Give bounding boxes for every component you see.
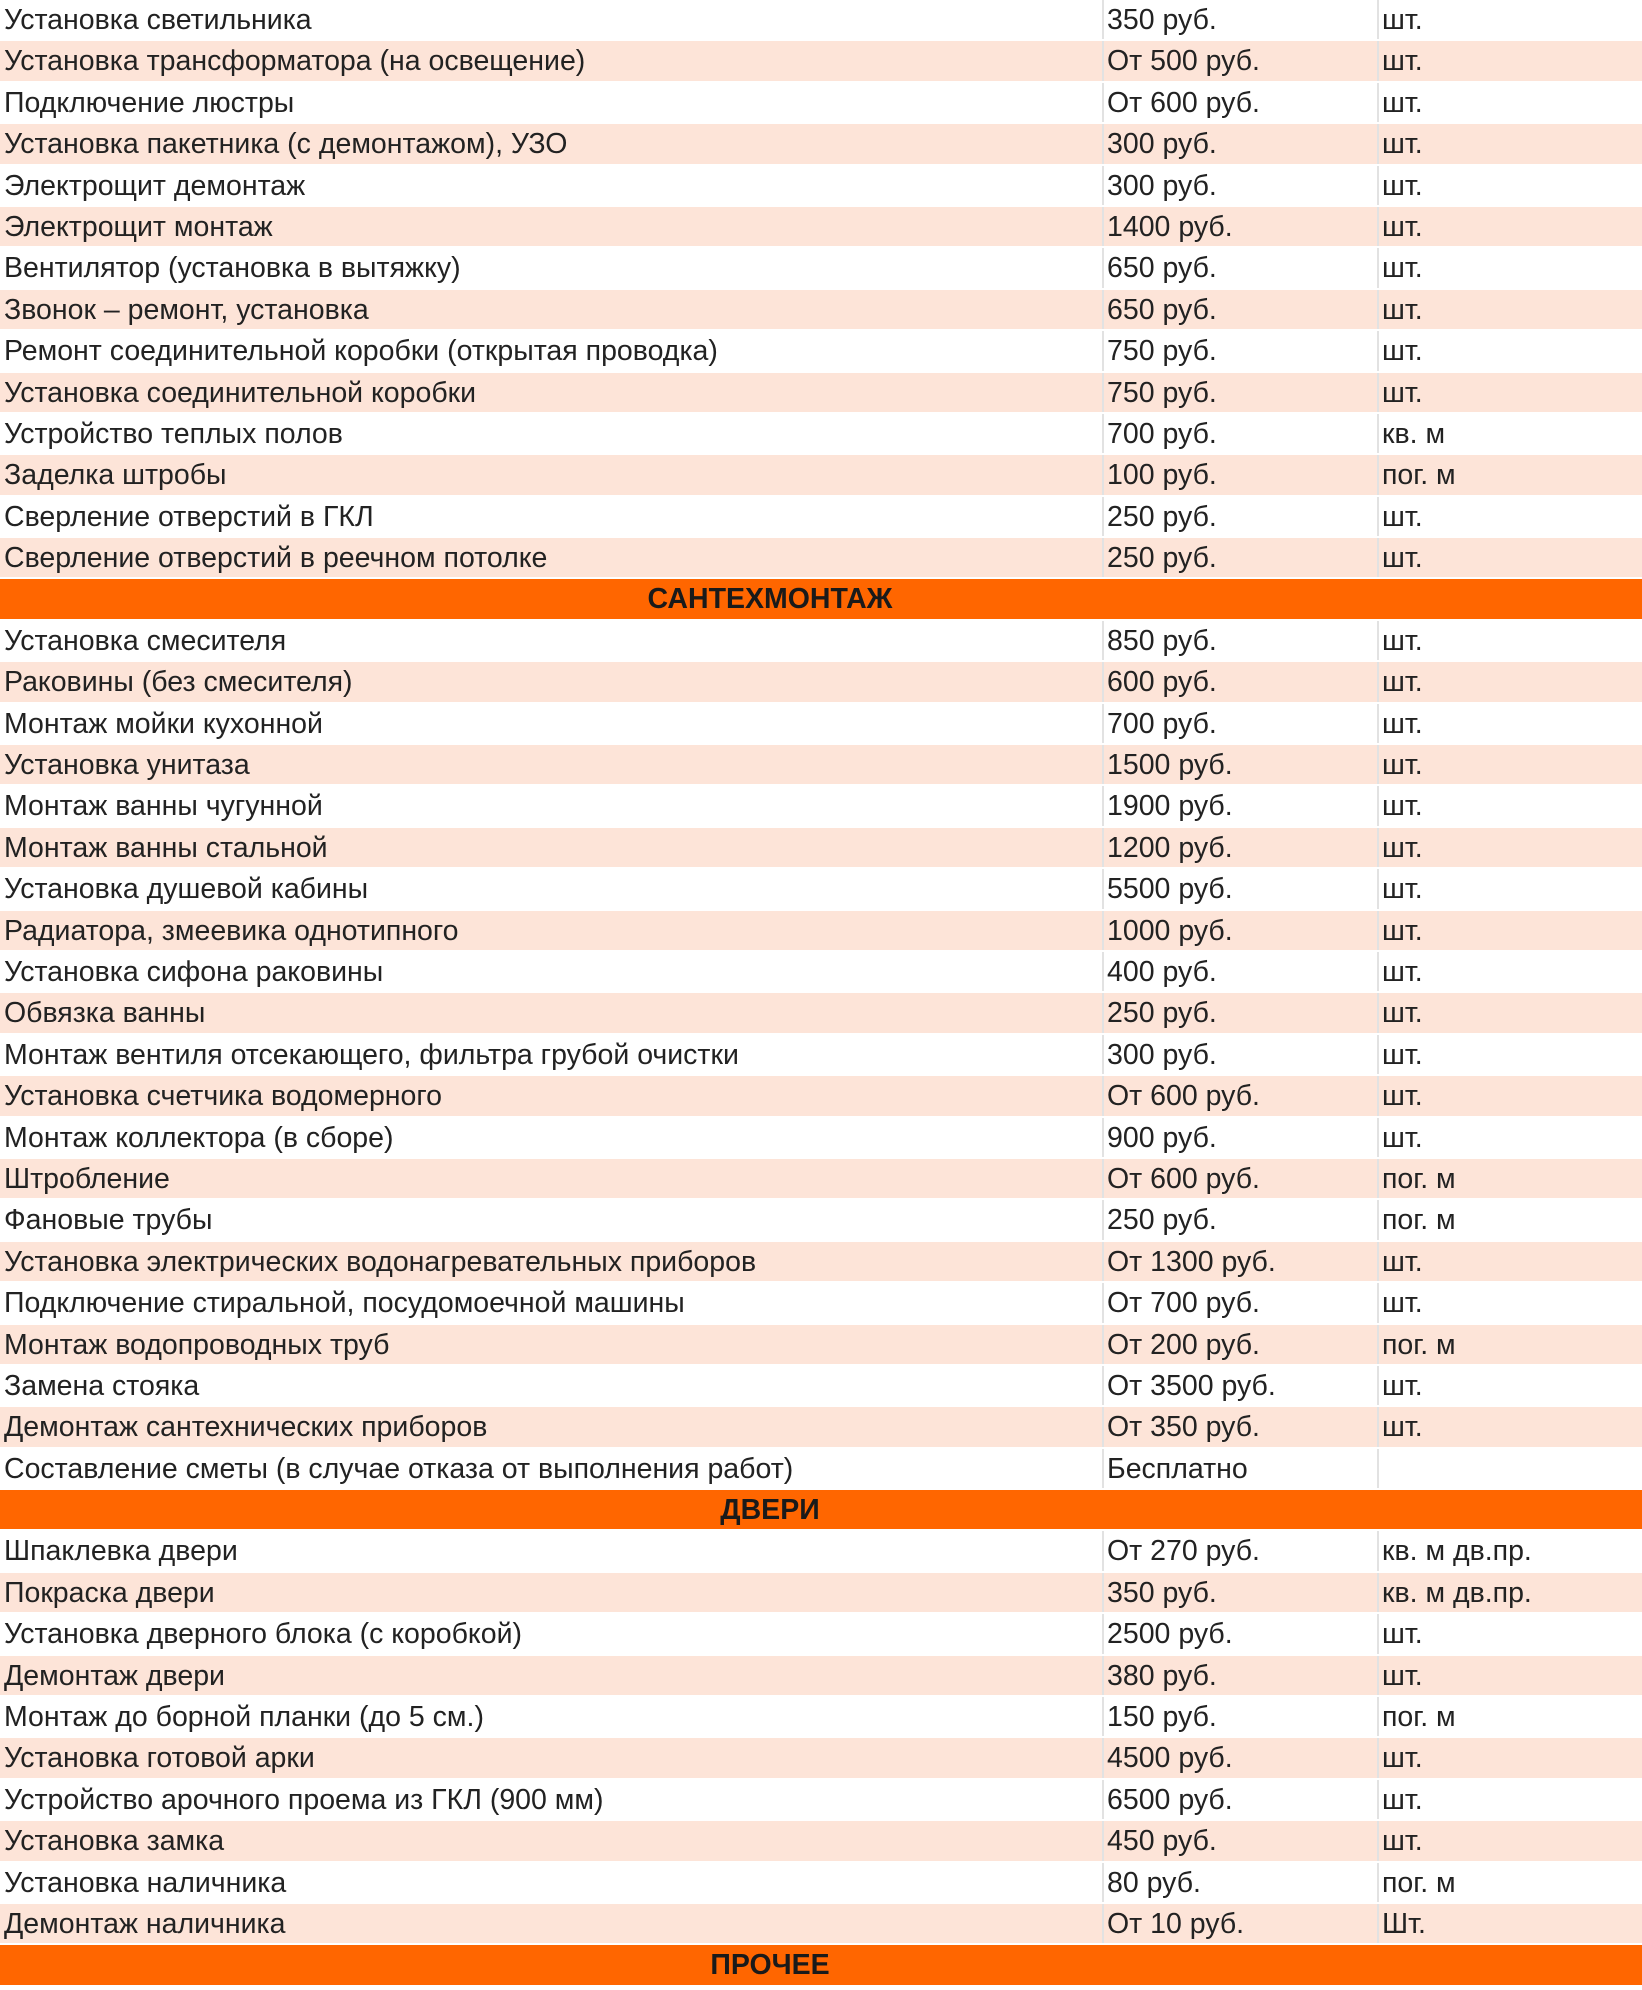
table-row xyxy=(0,911,1642,952)
service-name-cell: Установка дверного блока (с коробкой) xyxy=(0,1614,1104,1653)
table-row xyxy=(0,1076,1642,1117)
price-cell: 300 руб. xyxy=(1104,166,1379,205)
unit-cell: шт. xyxy=(1382,376,1423,409)
unit-cell: шт. xyxy=(1382,86,1423,119)
unit-cell: шт. xyxy=(1382,1080,1423,1113)
price-cell: 750 руб. xyxy=(1104,373,1379,412)
price-cell: Бесплатно xyxy=(1104,1449,1379,1488)
table-row xyxy=(0,1656,1642,1697)
table-row xyxy=(0,248,1642,289)
unit-cell: пог. м xyxy=(1382,459,1456,492)
table-row xyxy=(0,1159,1642,1200)
price-cell: От 200 руб. xyxy=(1104,1325,1379,1364)
price-cell: 600 руб. xyxy=(1104,662,1379,701)
service-name-cell: Обвязка ванны xyxy=(0,993,1104,1032)
service-name-cell: Демонтаж наличника xyxy=(0,1904,1104,1943)
service-name-cell: Демонтаж сантехнических приборов xyxy=(0,1407,1104,1446)
service-name-cell: Установка замка xyxy=(0,1821,1104,1860)
table-row xyxy=(0,83,1642,124)
service-name-cell: Установка светильника xyxy=(0,0,1104,39)
service-name-cell: Установка соединительной коробки xyxy=(0,373,1104,412)
table-row xyxy=(0,1035,1642,1076)
service-name-cell: Звонок – ремонт, установка xyxy=(0,290,1104,329)
service-name-cell: Вентилятор (установка в вытяжку) xyxy=(0,248,1104,287)
service-name-cell: Установка смесителя xyxy=(0,621,1104,660)
unit-cell: шт. xyxy=(1382,1411,1423,1444)
unit-cell xyxy=(1379,1449,1642,1488)
service-name-cell: Сверление отверстий в ГКЛ xyxy=(0,497,1104,536)
table-row xyxy=(0,1821,1642,1862)
unit-cell: шт. xyxy=(1382,666,1423,699)
unit-cell: шт. xyxy=(1382,4,1423,36)
service-name-cell: Шпаклевка двери xyxy=(0,1531,1104,1570)
unit-cell: шт. xyxy=(1382,252,1423,285)
price-cell: От 10 руб. xyxy=(1104,1904,1379,1943)
price-cell: От 600 руб. xyxy=(1104,1076,1379,1115)
unit-cell: шт. xyxy=(1382,1121,1423,1154)
unit-cell: шт. xyxy=(1382,45,1423,78)
table-row xyxy=(0,290,1642,331)
service-name-cell: Установка электрических водонагревательных приборов xyxy=(0,1242,1104,1281)
price-cell: 250 руб. xyxy=(1104,497,1379,536)
service-name-cell: Установка унитаза xyxy=(0,745,1104,784)
service-name-cell: Устройство арочного проема из ГКЛ (900 мм) xyxy=(0,1780,1104,1819)
table-row xyxy=(0,1614,1642,1655)
section-title: САНТЕХМОНТАЖ xyxy=(647,583,893,616)
service-name-cell: Монтаж ванны чугунной xyxy=(0,786,1104,825)
table-row xyxy=(0,1118,1642,1159)
table-row xyxy=(0,952,1642,993)
price-cell: 450 руб. xyxy=(1104,1821,1379,1860)
service-name-cell: Заделка штробы xyxy=(0,455,1104,494)
unit-cell: пог. м xyxy=(1382,1866,1456,1899)
service-name-cell: Ремонт соединительной коробки (открытая проводка) xyxy=(0,331,1104,370)
table-row xyxy=(0,704,1642,745)
service-name-cell: Устройство теплых полов xyxy=(0,414,1104,453)
service-name-cell: Монтаж коллектора (в сборе) xyxy=(0,1118,1104,1157)
unit-cell: кв. м дв.пр. xyxy=(1382,1535,1532,1568)
price-cell: 300 руб. xyxy=(1104,124,1379,163)
table-row xyxy=(0,1325,1642,1366)
price-cell: 250 руб. xyxy=(1104,1200,1379,1239)
service-name-cell: Электрощит демонтаж xyxy=(0,166,1104,205)
service-name-cell: Демонтаж двери xyxy=(0,1656,1104,1695)
unit-cell: шт. xyxy=(1382,1825,1423,1858)
unit-cell: шт. xyxy=(1382,335,1423,368)
unit-cell: шт. xyxy=(1382,1618,1423,1651)
service-name-cell: Монтаж до борной планки (до 5 см.) xyxy=(0,1697,1104,1736)
table-row xyxy=(0,1407,1642,1448)
unit-cell: шт. xyxy=(1382,707,1423,740)
table-row xyxy=(0,1283,1642,1324)
table-row xyxy=(0,373,1642,414)
price-cell: 4500 руб. xyxy=(1104,1738,1379,1777)
service-name-cell: Установка счетчика водомерного xyxy=(0,1076,1104,1115)
service-name-cell: Монтаж вентиля отсекающего, фильтра грубой очистки xyxy=(0,1035,1104,1074)
unit-cell: шт. xyxy=(1382,997,1423,1030)
price-cell: 80 руб. xyxy=(1104,1863,1379,1902)
price-cell: 1400 руб. xyxy=(1104,207,1379,246)
table-row xyxy=(0,1573,1642,1614)
service-name-cell: Установка душевой кабины xyxy=(0,869,1104,908)
unit-cell: пог. м xyxy=(1382,1162,1456,1195)
section-header xyxy=(0,1490,1642,1531)
service-name-cell: Монтаж водопроводных труб xyxy=(0,1325,1104,1364)
table-row xyxy=(0,166,1642,207)
price-cell: 380 руб. xyxy=(1104,1656,1379,1695)
table-row xyxy=(0,538,1642,579)
service-name-cell: Составление сметы (в случае отказа от выполнения работ) xyxy=(0,1449,1104,1488)
service-name-cell: Подключение стиральной, посудомоечной машины xyxy=(0,1283,1104,1322)
price-cell: От 600 руб. xyxy=(1104,83,1379,122)
table-row xyxy=(0,0,1642,41)
table-row xyxy=(0,1200,1642,1241)
price-cell: 1900 руб. xyxy=(1104,786,1379,825)
price-cell: 900 руб. xyxy=(1104,1118,1379,1157)
unit-cell: шт. xyxy=(1382,1742,1423,1775)
table-row xyxy=(0,124,1642,165)
service-name-cell: Установка сифона раковины xyxy=(0,952,1104,991)
service-name-cell: Монтаж мойки кухонной xyxy=(0,704,1104,743)
price-cell: 250 руб. xyxy=(1104,993,1379,1032)
unit-cell: шт. xyxy=(1382,1287,1423,1320)
price-cell: 150 руб. xyxy=(1104,1697,1379,1736)
price-cell: От 600 руб. xyxy=(1104,1159,1379,1198)
table-row xyxy=(0,1242,1642,1283)
price-cell: 700 руб. xyxy=(1104,414,1379,453)
table-row xyxy=(0,621,1642,662)
table-row xyxy=(0,414,1642,455)
price-cell: 1200 руб. xyxy=(1104,828,1379,867)
table-row xyxy=(0,207,1642,248)
unit-cell: шт. xyxy=(1382,1369,1423,1402)
unit-cell: шт. xyxy=(1382,914,1423,947)
service-name-cell: Покраска двери xyxy=(0,1573,1104,1612)
unit-cell: пог. м xyxy=(1382,1204,1456,1237)
table-row xyxy=(0,41,1642,82)
service-name-cell: Установка трансформатора (на освещение) xyxy=(0,41,1104,80)
price-cell: 250 руб. xyxy=(1104,538,1379,577)
price-cell: 6500 руб. xyxy=(1104,1780,1379,1819)
table-row xyxy=(0,1863,1642,1904)
price-cell: От 1300 руб. xyxy=(1104,1242,1379,1281)
unit-cell: шт. xyxy=(1382,1659,1423,1692)
table-row xyxy=(0,828,1642,869)
table-row xyxy=(0,1531,1642,1572)
unit-cell: шт. xyxy=(1382,1038,1423,1071)
service-name-cell: Монтаж ванны стальной xyxy=(0,828,1104,867)
unit-cell: шт. xyxy=(1382,955,1423,988)
unit-cell: шт. xyxy=(1382,293,1423,326)
price-cell: 2500 руб. xyxy=(1104,1614,1379,1653)
unit-cell: шт. xyxy=(1382,873,1423,906)
unit-cell: кв. м дв.пр. xyxy=(1382,1576,1532,1609)
table-row xyxy=(0,497,1642,538)
table-row xyxy=(0,1366,1642,1407)
price-cell: 350 руб. xyxy=(1104,0,1379,39)
unit-cell: шт. xyxy=(1382,169,1423,202)
table-row xyxy=(0,1904,1642,1945)
unit-cell: Шт. xyxy=(1382,1907,1426,1940)
table-row xyxy=(0,786,1642,827)
price-cell: 100 руб. xyxy=(1104,455,1379,494)
unit-cell: кв. м xyxy=(1382,417,1446,450)
price-cell: От 270 руб. xyxy=(1104,1531,1379,1570)
price-cell: 350 руб. xyxy=(1104,1573,1379,1612)
section-header xyxy=(0,579,1642,620)
table-row xyxy=(0,993,1642,1034)
service-name-cell: Установка наличника xyxy=(0,1863,1104,1902)
service-name-cell: Замена стояка xyxy=(0,1366,1104,1405)
price-cell: 650 руб. xyxy=(1104,248,1379,287)
price-cell: От 500 руб. xyxy=(1104,41,1379,80)
table-row xyxy=(0,455,1642,496)
service-name-cell: Сверление отверстий в реечном потолке xyxy=(0,538,1104,577)
table-row xyxy=(0,1449,1642,1490)
service-name-cell: Электрощит монтаж xyxy=(0,207,1104,246)
unit-cell: шт. xyxy=(1382,831,1423,864)
price-cell: От 350 руб. xyxy=(1104,1407,1379,1446)
unit-cell: пог. м xyxy=(1382,1328,1456,1361)
price-cell: 5500 руб. xyxy=(1104,869,1379,908)
price-cell: От 3500 руб. xyxy=(1104,1366,1379,1405)
price-cell: 850 руб. xyxy=(1104,621,1379,660)
table-row xyxy=(0,869,1642,910)
service-name-cell: Фановые трубы xyxy=(0,1200,1104,1239)
unit-cell: шт. xyxy=(1382,1245,1423,1278)
price-cell: 1000 руб. xyxy=(1104,911,1379,950)
table-row xyxy=(0,1697,1642,1738)
service-name-cell: Штробление xyxy=(0,1159,1104,1198)
service-name-cell: Раковины (без смесителя) xyxy=(0,662,1104,701)
unit-cell: шт. xyxy=(1382,749,1423,782)
service-name-cell: Подключение люстры xyxy=(0,83,1104,122)
price-cell: 300 руб. xyxy=(1104,1035,1379,1074)
price-cell: 700 руб. xyxy=(1104,704,1379,743)
service-name-cell: Установка готовой арки xyxy=(0,1738,1104,1777)
price-cell: От 700 руб. xyxy=(1104,1283,1379,1322)
table-row xyxy=(0,331,1642,372)
price-cell: 400 руб. xyxy=(1104,952,1379,991)
price-cell: 750 руб. xyxy=(1104,331,1379,370)
unit-cell: пог. м xyxy=(1382,1701,1456,1734)
section-header xyxy=(0,1945,1642,1986)
service-name-cell: Установка пакетника (с демонтажом), УЗО xyxy=(0,124,1104,163)
table-row xyxy=(0,1738,1642,1779)
unit-cell: шт. xyxy=(1382,624,1423,657)
section-title: ДВЕРИ xyxy=(720,1494,820,1527)
unit-cell: шт. xyxy=(1382,500,1423,533)
unit-cell: шт. xyxy=(1382,128,1423,161)
section-title: ПРОЧЕЕ xyxy=(710,1949,830,1982)
table-row xyxy=(0,745,1642,786)
table-row xyxy=(0,662,1642,703)
price-cell: 1500 руб. xyxy=(1104,745,1379,784)
price-cell: 650 руб. xyxy=(1104,290,1379,329)
table-row xyxy=(0,1780,1642,1821)
unit-cell: шт. xyxy=(1382,542,1423,575)
service-name-cell: Радиатора, змеевика однотипного xyxy=(0,911,1104,950)
unit-cell: шт. xyxy=(1382,790,1423,823)
unit-cell: шт. xyxy=(1382,1783,1423,1816)
unit-cell: шт. xyxy=(1382,210,1423,243)
